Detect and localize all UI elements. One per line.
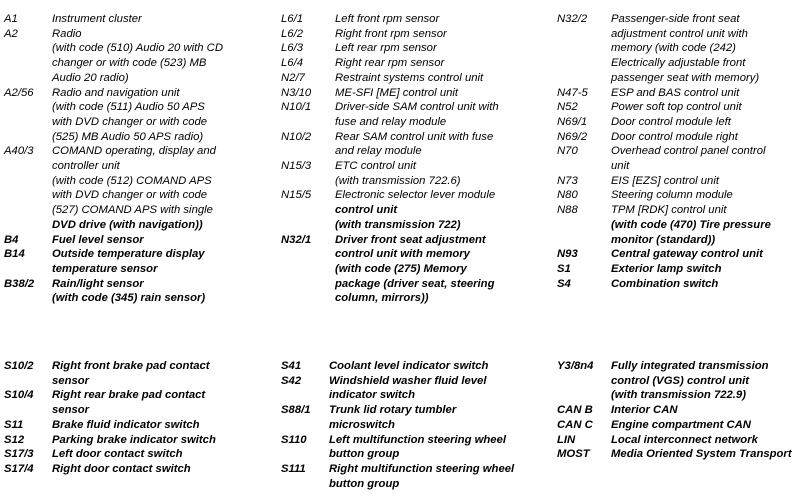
legend-entry xyxy=(557,144,801,173)
legend-bottom-column-1 xyxy=(4,359,254,477)
component-description xyxy=(52,247,254,276)
component-description xyxy=(52,359,254,388)
legend-entry xyxy=(557,359,801,403)
component-code: N15/3 xyxy=(281,160,312,173)
component-code: Y3/8n4 xyxy=(557,360,594,372)
component-code: N88 xyxy=(557,204,578,217)
legend-entry xyxy=(557,86,801,101)
component-description-text: Right rear rpm sensor xyxy=(335,57,445,70)
legend-entry xyxy=(4,233,254,248)
component-description-text: Media Oriented System Transport xyxy=(611,448,792,461)
component-description xyxy=(611,418,801,433)
legend-entry xyxy=(557,403,801,418)
component-description-text: Right front rpm sensor xyxy=(335,27,447,40)
legend-top-column-3 xyxy=(557,12,801,291)
component-code: CAN B xyxy=(557,404,593,417)
component-code: N15/5 xyxy=(281,189,312,202)
component-description xyxy=(52,86,254,145)
legend-entry xyxy=(4,86,254,145)
component-description xyxy=(52,433,254,448)
component-description-text: Coolant level indicator switch xyxy=(329,360,489,372)
legend-entry xyxy=(4,27,254,86)
component-description xyxy=(335,27,543,42)
component-code: N10/1 xyxy=(281,101,312,114)
legend-entry xyxy=(4,12,254,27)
component-code: S10/4 xyxy=(4,389,34,402)
component-description xyxy=(335,12,543,27)
component-description xyxy=(52,144,254,232)
component-description-text: Central gateway control unit xyxy=(611,248,763,261)
component-description xyxy=(611,100,801,115)
legend-entry xyxy=(281,56,543,71)
legend-entry xyxy=(281,27,543,42)
legend-entry xyxy=(281,188,543,232)
legend-entry xyxy=(281,433,543,462)
legend-entry xyxy=(4,247,254,276)
legend-entry xyxy=(281,462,543,491)
component-code: S11 xyxy=(4,418,24,431)
component-code: A2/56 xyxy=(4,86,34,99)
component-code: S17/4 xyxy=(4,462,34,475)
component-code: L6/4 xyxy=(281,57,303,70)
component-description xyxy=(611,277,801,292)
component-description xyxy=(335,188,543,232)
legend-entry xyxy=(557,12,801,86)
component-description-continuation: (with code (470) Tire pressure monitor (standard)) xyxy=(611,218,771,246)
component-description xyxy=(611,115,801,130)
legend-entry xyxy=(557,277,801,292)
component-description-text: Passenger-side front seat adjustment control unit with memory (with code (242) Electrically adjustable front passenger seat with memory) xyxy=(611,13,760,84)
legend-entry xyxy=(281,233,543,307)
legend-entry xyxy=(281,403,543,432)
component-code: S42 xyxy=(281,374,302,387)
component-description xyxy=(335,100,543,129)
legend-entry xyxy=(557,100,801,115)
component-description xyxy=(611,130,801,145)
component-description-text: Overhead control panel control unit xyxy=(611,145,766,173)
legend-top-column-2 xyxy=(281,12,543,306)
component-code: B14 xyxy=(4,248,25,261)
component-code: B38/2 xyxy=(4,277,35,290)
legend-entry xyxy=(4,359,254,388)
component-code: MOST xyxy=(557,448,590,461)
component-description-text: COMAND operating, display and controller unit (with code (512) COMAND APS with DVD changer or with code (527) COMAND APS with single xyxy=(52,145,216,217)
component-description-continuation: control unit (with transmission 722) xyxy=(335,204,461,231)
legend-entry xyxy=(557,203,801,247)
component-code: N80 xyxy=(557,189,578,202)
component-code: B4 xyxy=(4,233,19,246)
legend-entry xyxy=(4,144,254,232)
component-description xyxy=(52,277,254,306)
component-description-text: Door control module right xyxy=(611,130,738,143)
legend-entry xyxy=(281,159,543,188)
component-description-text: Steering column module xyxy=(611,189,733,202)
legend-entry xyxy=(281,100,543,129)
component-description xyxy=(329,374,543,403)
component-description xyxy=(52,388,254,417)
component-code: S10/2 xyxy=(4,360,34,372)
legend-entry xyxy=(557,418,801,433)
component-description-text: Right rear brake pad contact sensor xyxy=(52,389,206,417)
component-code: A2 xyxy=(4,27,18,40)
legend-entry xyxy=(557,115,801,130)
component-code: N70 xyxy=(557,145,578,158)
component-description xyxy=(335,56,543,71)
component-code: N2/7 xyxy=(281,71,305,84)
component-code: S12 xyxy=(4,433,25,446)
component-description-text: Fully integrated transmission control (VGS) control unit (with transmission 722.9) xyxy=(611,360,769,402)
legend-entry xyxy=(4,388,254,417)
component-code: LIN xyxy=(557,433,576,446)
legend-top-column-1 xyxy=(4,12,254,306)
component-description xyxy=(611,359,801,403)
legend-entry xyxy=(557,174,801,189)
component-code: N32/2 xyxy=(557,13,588,25)
component-description-text: Left front rpm sensor xyxy=(335,13,440,25)
legend-entry xyxy=(557,188,801,203)
component-description xyxy=(52,447,254,462)
component-description-text: Right door contact switch xyxy=(52,462,191,475)
component-description-text: Rain/light sensor (with code (345) rain sensor) xyxy=(52,277,206,305)
component-description-text: Parking brake indicator switch xyxy=(52,433,216,446)
legend-entry xyxy=(4,447,254,462)
component-description-text: Driver-side SAM control unit with fuse and relay module xyxy=(335,101,499,128)
legend-entry xyxy=(557,262,801,277)
legend-entry xyxy=(4,418,254,433)
component-code: CAN C xyxy=(557,418,593,431)
component-code: L6/2 xyxy=(281,27,303,40)
component-description xyxy=(52,27,254,86)
component-description xyxy=(52,462,254,477)
legend-entry xyxy=(281,71,543,86)
component-code: A1 xyxy=(4,13,18,25)
legend-entry xyxy=(281,12,543,27)
legend-entry xyxy=(4,462,254,477)
component-description xyxy=(335,41,543,56)
component-description-text: EIS [EZS] control unit xyxy=(611,174,719,187)
component-description xyxy=(611,247,801,262)
component-description xyxy=(611,174,801,189)
legend-entry xyxy=(4,277,254,306)
component-code: S17/3 xyxy=(4,448,34,461)
component-code: L6/1 xyxy=(281,13,303,25)
component-description-continuation: DVD drive (with navigation)) xyxy=(52,218,203,231)
component-description-text: Local interconnect network xyxy=(611,433,758,446)
component-description-text: Right front brake pad contact sensor xyxy=(52,360,210,387)
component-code: S4 xyxy=(557,277,571,290)
component-description xyxy=(52,233,254,248)
legend-entry xyxy=(557,433,801,448)
component-description-text: ME-SFI [ME] control unit xyxy=(335,86,459,99)
component-description-text: Interior CAN xyxy=(611,404,678,417)
component-description xyxy=(335,71,543,86)
component-description-text: ESP and BAS control unit xyxy=(611,86,740,99)
legend-entry xyxy=(281,374,543,403)
component-description xyxy=(329,403,543,432)
component-description-text: Instrument cluster xyxy=(52,13,142,25)
component-description-text: Trunk lid rotary tumbler microswitch xyxy=(329,404,457,431)
component-description xyxy=(611,188,801,203)
component-code: S111 xyxy=(281,462,306,475)
component-description xyxy=(611,203,801,247)
legend-entry xyxy=(281,359,543,374)
component-description xyxy=(52,12,254,27)
component-description-text: Right multifunction steering wheel button group xyxy=(329,462,515,490)
legend-entry xyxy=(281,86,543,101)
component-description xyxy=(329,462,543,491)
component-code: N32/1 xyxy=(281,233,312,246)
component-description xyxy=(611,144,801,173)
component-description-text: Fuel level sensor xyxy=(52,233,144,246)
component-description-text: Left multifunction steering wheel button group xyxy=(329,433,506,461)
component-description-text: Exterior lamp switch xyxy=(611,262,722,275)
component-description-text: Windshield washer fluid level indicator switch xyxy=(329,374,487,402)
component-code: N69/1 xyxy=(557,115,588,128)
component-description-text: Outside temperature display temperature sensor xyxy=(52,248,205,275)
component-description-text: Left rear rpm sensor xyxy=(335,42,437,55)
component-code: N47-5 xyxy=(557,86,588,99)
component-code: N3/10 xyxy=(281,86,312,99)
component-description xyxy=(611,433,801,448)
component-description-text: Engine compartment CAN xyxy=(611,418,751,431)
component-description xyxy=(611,12,801,86)
component-code: S110 xyxy=(281,433,307,446)
legend-entry xyxy=(557,130,801,145)
legend-entry xyxy=(281,41,543,56)
component-code: N10/2 xyxy=(281,130,312,143)
component-code: S1 xyxy=(557,262,571,275)
component-code: N52 xyxy=(557,101,578,114)
component-description-text: Electronic selector lever module xyxy=(335,189,496,202)
component-description xyxy=(329,433,543,462)
component-description-text: Combination switch xyxy=(611,277,719,290)
legend-entry xyxy=(4,433,254,448)
component-code: N93 xyxy=(557,248,578,261)
component-description xyxy=(335,86,543,101)
component-description-text: Driver front seat adjustment control unit with memory (with code (275) Memory package (driver seat, steering column, mirrors)) xyxy=(335,233,495,305)
legend-entry xyxy=(557,247,801,262)
component-description xyxy=(611,447,801,462)
component-description xyxy=(611,403,801,418)
component-description-text: ETC control unit (with transmission 722.6) xyxy=(335,160,461,187)
legend-entry xyxy=(557,447,801,462)
component-description-text: Left door contact switch xyxy=(52,448,183,461)
component-description-text: Rear SAM control unit with fuse and relay module xyxy=(335,130,494,158)
component-description xyxy=(611,86,801,101)
component-description-text: Restraint systems control unit xyxy=(335,71,484,84)
component-description xyxy=(52,418,254,433)
component-description xyxy=(335,130,543,159)
component-code: L6/3 xyxy=(281,42,303,55)
component-description xyxy=(611,262,801,277)
legend-entry xyxy=(281,130,543,159)
component-description xyxy=(329,359,543,374)
component-code: N73 xyxy=(557,174,578,187)
component-description xyxy=(335,159,543,188)
component-description-text: TPM [RDK] control unit xyxy=(611,204,727,217)
component-description-text: Brake fluid indicator switch xyxy=(52,418,200,431)
component-description-text: Radio (with code (510) Audio 20 with CD changer or with code (523) MB Audio 20 radio) xyxy=(52,27,223,84)
component-description xyxy=(335,233,543,307)
component-code: N69/2 xyxy=(557,130,588,143)
legend-bottom-column-3 xyxy=(557,359,801,462)
component-description-text: Door control module left xyxy=(611,115,731,128)
component-code: S88/1 xyxy=(281,404,311,417)
component-code: A40/3 xyxy=(4,145,34,158)
component-description-text: Power soft top control unit xyxy=(611,101,742,114)
component-code: S41 xyxy=(281,360,302,372)
component-description-text: Radio and navigation unit (with code (511) Audio 50 APS with DVD changer or with code (525) MB Audio 50 APS radio) xyxy=(52,86,208,143)
legend-bottom-column-2 xyxy=(281,359,543,491)
